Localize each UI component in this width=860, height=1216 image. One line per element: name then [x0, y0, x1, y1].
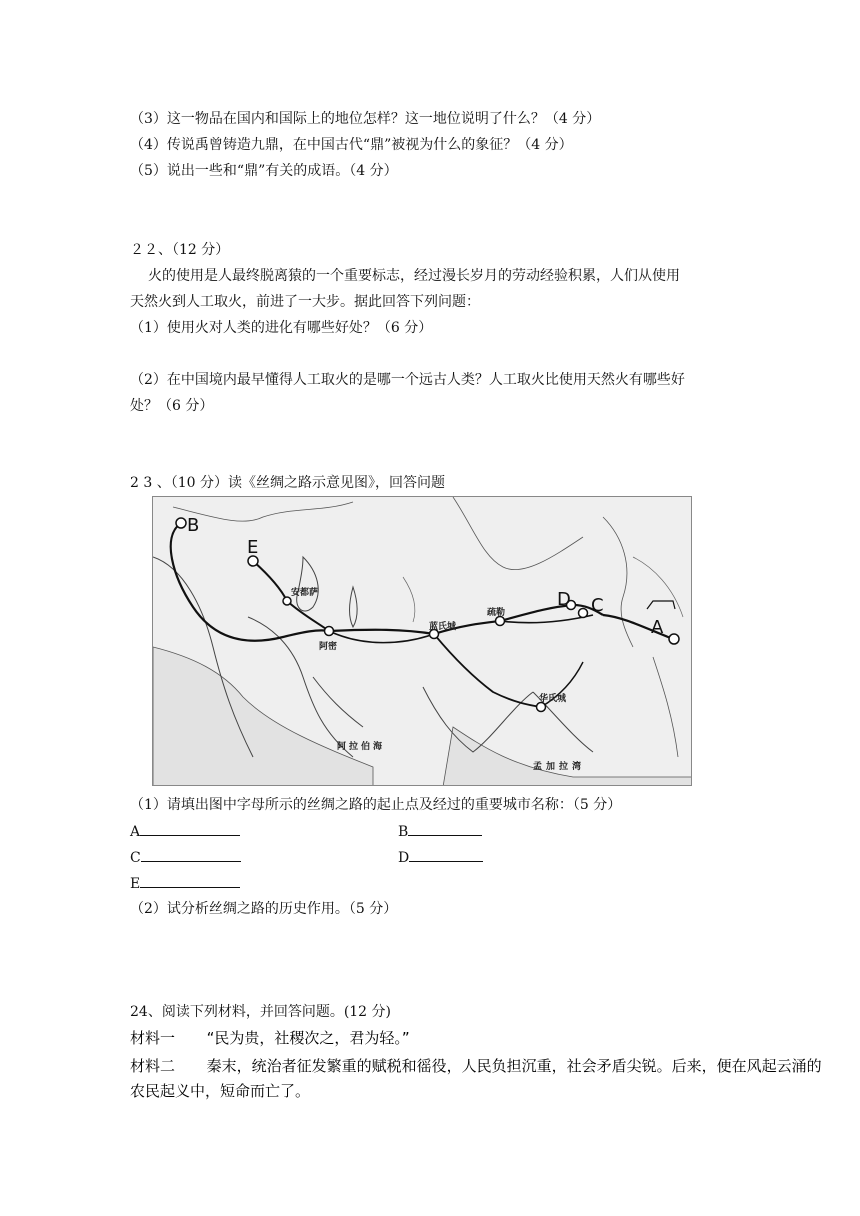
material2-text-line1: 秦末，统治者征发繁重的赋税和徭役，人民负担沉重，社会矛盾尖锐。后来，便在风起云涌的: [206, 1057, 822, 1075]
answer-blank-b[interactable]: [408, 821, 482, 836]
q23-blank-c: [130, 847, 241, 868]
q21-sub4: （4）传说禹曾铸造九鼎，在中国古代“鼎”被视为什么的象征？（4 分）: [130, 137, 573, 153]
q22-sub2-line2: 处？（6 分）: [130, 398, 214, 414]
q24-material2-cont: 农民起义中，短命而亡了。: [130, 1082, 311, 1100]
q23-blank-d: [398, 847, 483, 868]
blank-label-d: D: [398, 850, 410, 866]
q24-material2: [130, 1056, 822, 1076]
q21-sub5: （5）说出一些和“鼎”有关的成语。（4 分）: [130, 163, 398, 179]
map-letter-b: B: [187, 515, 200, 536]
q24-header: 24、阅读下列材料，并回答问题。(12 分): [130, 1004, 392, 1020]
q23-header: 2 3 、（10 分）读《丝绸之路示意见图》，回答问题: [130, 475, 445, 491]
q23-sub2: （2）试分析丝绸之路的历史作用。（5 分）: [130, 901, 398, 917]
map-label-kushan: 蓝氏城: [429, 622, 457, 632]
map-label-arabian-sea: 阿拉伯海: [337, 742, 386, 752]
city-marker-c: [579, 609, 588, 618]
q22-sub2-line1: （2）在中国境内最早懂得人工取火的是哪一个远古人类？人工取火比使用天然火有哪些好: [130, 372, 685, 388]
answer-blank-e[interactable]: [140, 873, 240, 888]
blank-label-e: E: [130, 876, 141, 892]
q23-sub1: （1）请填出图中字母所示的丝绸之路的起止点及经过的重要城市名称：（5 分）: [130, 797, 622, 813]
map-label-huashi: 华氏城: [539, 694, 567, 704]
q23-blank-a: [130, 821, 240, 842]
map-label-bay-of-bengal: 孟加拉湾: [533, 762, 586, 772]
silk-road-map: [152, 496, 692, 786]
q22-intro-line2: 天然火到人工取火，前进了一大步。据此回答下列问题：: [130, 294, 480, 310]
blank-label-b: B: [398, 824, 409, 840]
map-label-antioch: 安都萨: [291, 588, 319, 598]
q22-sub1: （1）使用火对人类的进化有哪些好处？（6 分）: [130, 320, 433, 336]
map-label-kashgar: 疏勒: [487, 608, 506, 618]
material2-label: 材料二: [130, 1057, 176, 1075]
map-letter-e: E: [247, 537, 259, 558]
blank-label-a: A: [130, 824, 141, 840]
city-marker-b: [176, 518, 186, 528]
map-letter-d: D: [557, 589, 571, 610]
city-marker-a: [669, 634, 679, 644]
q24-material1: [130, 1028, 410, 1048]
silk-road-map-svg: [153, 497, 692, 786]
answer-blank-c[interactable]: [141, 847, 241, 862]
city-marker-baghdad: [325, 627, 334, 636]
q22-intro-line1: 火的使用是人最终脱离猿的一个重要标志，经过漫长岁月的劳动经验积累，人们从使用: [148, 268, 680, 284]
answer-blank-d[interactable]: [409, 847, 483, 862]
q23-blank-e: [130, 873, 240, 894]
q23-blank-b: [398, 821, 482, 842]
material1-label: 材料一: [130, 1029, 176, 1047]
q21-sub3: （3）这一物品在国内和国际上的地位怎样？这一地位说明了什么？（4 分）: [130, 111, 601, 127]
blank-label-c: C: [130, 850, 141, 866]
city-marker-antioch: [283, 597, 291, 605]
map-letter-c: C: [591, 595, 604, 616]
map-letter-a: A: [651, 617, 664, 638]
map-label-baghdad: 阿密: [319, 642, 338, 652]
q22-header: ２２、（12 分）: [130, 242, 230, 258]
material1-text: “民为贵，社稷次之，君为轻。”: [206, 1029, 410, 1047]
answer-blank-a[interactable]: [140, 821, 240, 836]
